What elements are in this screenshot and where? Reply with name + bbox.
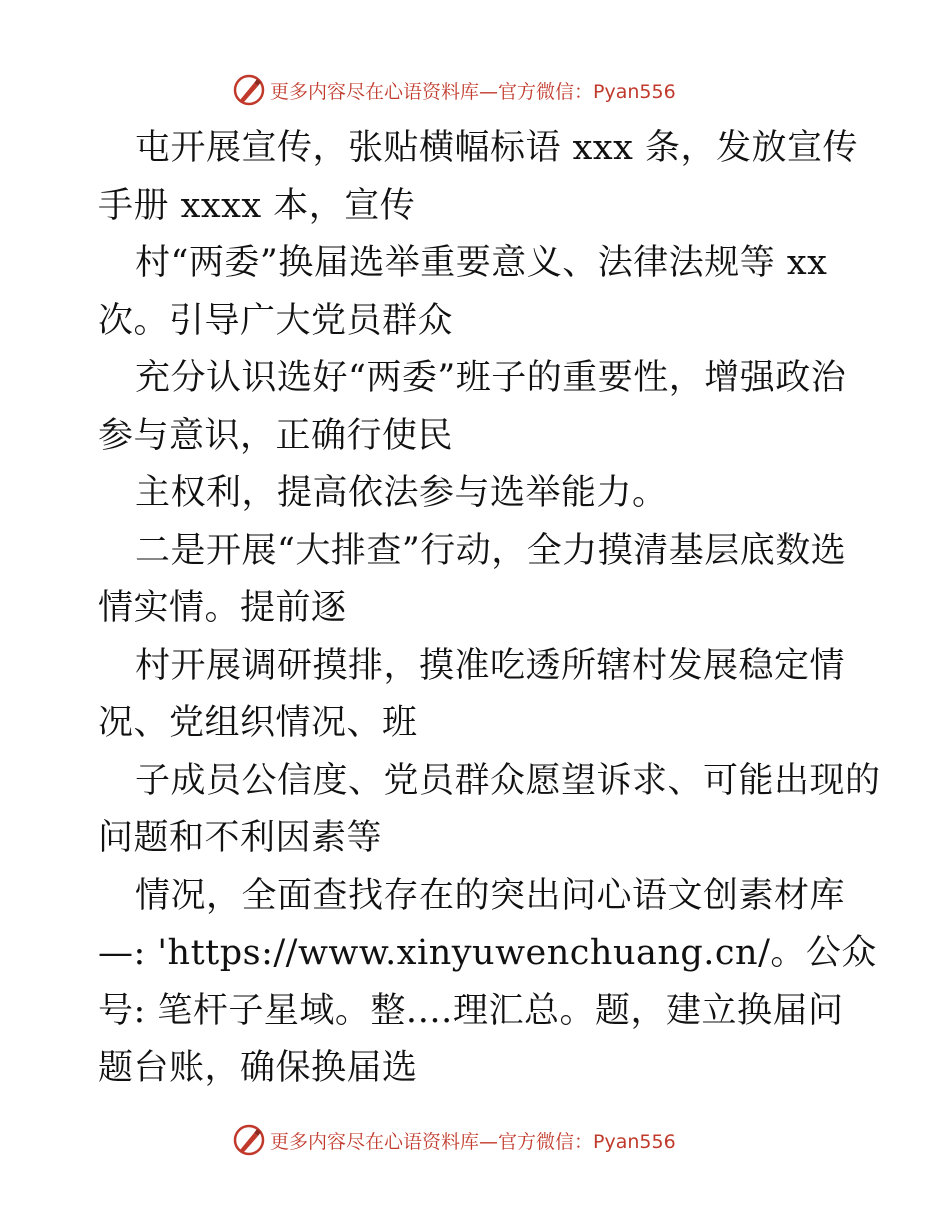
text-line: 充分认识选好“两委”班子的重要性，增强政治	[135, 358, 847, 398]
text-line: 问题和不利因素等	[98, 818, 383, 858]
text-line: 参与意识，正确行使民	[98, 415, 454, 456]
text-line: 手册 xxxx 本，宣传	[98, 185, 416, 226]
text-line: 主权利，提高依法参与选举能力。	[135, 473, 668, 513]
document-body	[98, 120, 881, 1098]
text-line: 情况，全面查找存在的突出问心语文创素材库	[135, 875, 846, 916]
text-line: 号: 笔杆子星域。整.…理汇总。题，建立换届问	[98, 990, 844, 1031]
pen-circle-logo-icon	[232, 1123, 266, 1157]
text-line: 村开展调研摸排，摸准吃透所辖村发展稳定情	[135, 645, 846, 686]
pen-circle-logo-icon	[232, 73, 266, 107]
text-line: 子成员公信度、党员群众愿望诉求、可能出现的	[135, 760, 881, 801]
footer-banner-text: 更多内容尽在心语资料库—官方微信：Pyan556	[270, 1130, 676, 1153]
text-line: 题台账，确保换届选	[98, 1048, 418, 1088]
text-line: 村“两委”换届选举重要意义、法律法规等 xx	[135, 243, 828, 283]
footer-banner	[0, 1120, 950, 1160]
text-line: 次。引导广大党员群众	[98, 300, 454, 341]
text-line: 况、党组织情况、班	[98, 703, 418, 743]
header-banner	[0, 70, 950, 110]
text-line: 二是开展“大排查”行动，全力摸清基层底数选	[135, 530, 847, 571]
header-banner-text: 更多内容尽在心语资料库—官方微信：Pyan556	[270, 80, 676, 103]
text-line: 情实情。提前逐	[98, 588, 347, 628]
text-line: 屯开展宣传，张贴横幅标语 xxx 条，发放宣传	[135, 128, 858, 168]
text-line: —: 'https://www.xinyuwenchuang.cn/。公众	[98, 933, 877, 973]
